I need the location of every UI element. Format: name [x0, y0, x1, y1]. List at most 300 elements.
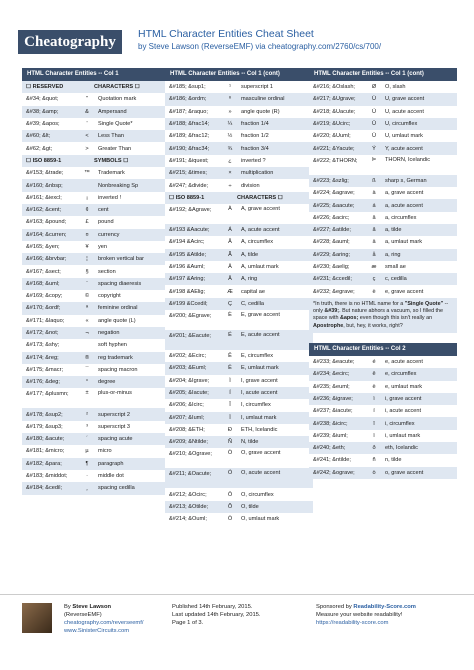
table-row	[165, 106, 313, 118]
entity-description: plus-or-minus	[98, 390, 132, 397]
entity-glyph: ã	[372, 227, 376, 234]
entity-glyph: Á	[228, 227, 232, 234]
table-header-symbols	[22, 155, 170, 167]
entity-description: a, circumflex	[385, 214, 417, 221]
entity-code: &#218; &Uacute;	[313, 108, 356, 115]
table-row	[22, 93, 170, 105]
entity-glyph: ®	[84, 354, 90, 361]
entity-glyph: ¸	[86, 485, 88, 492]
header-cell: ☐ ISO 8859-1	[169, 194, 205, 201]
entity-glyph: µ	[85, 448, 89, 455]
table-row	[309, 155, 457, 175]
entity-glyph: Õ	[227, 503, 233, 510]
entity-code: &#153; &trade;	[26, 170, 64, 177]
entity-glyph: è	[372, 288, 376, 295]
entity-glyph: °	[85, 379, 89, 386]
table-row	[309, 130, 457, 142]
table-row	[165, 362, 313, 374]
entity-glyph: ²	[86, 411, 88, 418]
entity-glyph: â	[372, 214, 376, 221]
entity-code: &#205; &Iacute;	[169, 390, 209, 397]
entity-glyph: Â	[228, 239, 232, 246]
entity-glyph: ÷	[228, 182, 232, 189]
entity-code: &#242; &ograve;	[313, 469, 355, 476]
entity-code: &#160; &nbsp;	[26, 182, 63, 189]
table-row	[165, 167, 313, 179]
entity-description: reg trademark	[98, 354, 133, 361]
entity-code: &#201; &Eacute;	[169, 333, 211, 340]
entity-glyph: é	[372, 359, 376, 366]
entity-code: &#167; &sect;	[26, 268, 61, 275]
entity-glyph: ¡	[86, 194, 88, 201]
table-row	[165, 468, 313, 488]
table-row	[22, 445, 170, 457]
entity-description: Single Quote*	[98, 121, 133, 128]
entity-code: &#185; &sup1;	[169, 84, 206, 91]
entity-glyph: ¼	[227, 121, 233, 128]
entity-description: A, ring	[241, 276, 258, 283]
entity-description: e, grave accent	[385, 288, 424, 295]
entity-description: U, umlaut mark	[385, 133, 423, 140]
entity-glyph: ª	[85, 305, 89, 312]
entity-glyph: ´	[86, 436, 88, 443]
entity-glyph: ¿	[228, 157, 232, 164]
table-row	[22, 421, 170, 433]
sheet-url-link[interactable]: cheatography.com/2760/cs/700/	[267, 42, 382, 51]
entity-description: E, umlaut mark	[241, 365, 279, 372]
author-website-link[interactable]: www.SinisterCircuits.com	[64, 628, 130, 634]
entity-description: a, acute accent	[385, 202, 423, 209]
entity-description: multiplication	[241, 170, 274, 177]
entity-glyph: ò	[372, 469, 376, 476]
table-row	[22, 364, 170, 376]
table-row	[22, 118, 170, 130]
table-row	[22, 229, 170, 241]
table-row	[309, 81, 457, 93]
entity-glyph: å	[372, 251, 376, 258]
table-row	[309, 405, 457, 417]
table-row	[165, 448, 313, 468]
entity-code: &#195 &Atilde;	[169, 251, 207, 258]
table-row	[22, 470, 170, 482]
table-row	[22, 192, 170, 204]
table-row	[165, 330, 313, 350]
entity-description: n, tilde	[385, 457, 402, 464]
entity-code: &#211; &Oacute;	[169, 471, 212, 478]
table-row	[165, 118, 313, 130]
entity-description: THORN, Icelandic	[385, 156, 431, 163]
entity-code: &#237; &iacute;	[313, 408, 353, 415]
entity-code: &#231; &ccedil;	[313, 276, 352, 283]
entity-code: &#39; &apos;	[26, 121, 60, 128]
entity-description: Nonbreaking Sp	[98, 182, 139, 189]
sponsor-url-link[interactable]: https://readability-score.com	[316, 620, 389, 626]
table-row	[22, 315, 170, 327]
entity-description: I, circumflex	[241, 402, 271, 409]
entity-code: &#229; &aring;	[313, 251, 351, 258]
entity-code: &#173; &shy;	[26, 342, 60, 349]
table-row	[22, 241, 170, 253]
entity-code: &#196 &Auml;	[169, 264, 205, 270]
entity-description: Less Than	[98, 133, 125, 140]
table-row	[165, 387, 313, 399]
table-row	[165, 130, 313, 142]
entity-description: A, umlaut mark	[241, 264, 279, 270]
table-row	[22, 106, 170, 118]
table-row	[165, 412, 313, 424]
entity-description: Quotation mark	[98, 96, 137, 103]
entity-code: &#241; &ntilde;	[313, 457, 351, 464]
entity-glyph: È	[228, 312, 232, 319]
table-row	[165, 285, 313, 297]
entity-description: a, grave accent	[385, 190, 424, 197]
table-row	[22, 290, 170, 302]
entity-glyph: ð	[372, 445, 376, 452]
table-row	[309, 261, 457, 273]
byline	[138, 42, 381, 51]
entity-code: &#222; &THORN;	[313, 157, 358, 164]
entity-description: fraction 3/4	[241, 145, 269, 152]
table-row	[165, 261, 313, 273]
entity-description: A, tilde	[241, 251, 259, 258]
entity-code: &#62; &gt;	[26, 145, 53, 152]
table-row	[165, 399, 313, 411]
table-row	[165, 513, 313, 525]
entity-glyph: ñ	[372, 457, 376, 464]
entity-code: &#225; &aacute;	[313, 202, 355, 209]
entity-description: superscript 2	[98, 411, 131, 418]
entity-description: eth, Icelandic	[385, 445, 418, 452]
table-row	[309, 249, 457, 261]
table-row	[22, 142, 170, 154]
author-profile-link[interactable]: cheatography.com/reverseemf/	[64, 620, 144, 626]
entity-code: &#187; &raquo;	[169, 108, 208, 115]
entity-code: &#203; &Euml;	[169, 365, 207, 372]
table-row	[22, 265, 170, 277]
entity-glyph: Ê	[228, 353, 232, 360]
entity-code: &#226; &acirc;	[313, 214, 350, 221]
entity-description: I, grave accent	[241, 377, 278, 384]
table-row	[22, 433, 170, 445]
entity-code: &#223; &szlig;	[313, 177, 349, 184]
header-cell: ☐ RESERVED	[26, 84, 64, 91]
table-row	[165, 273, 313, 285]
entity-glyph: ©	[84, 293, 90, 300]
entity-description: ETH, Icelandic	[241, 426, 278, 433]
entity-glyph: î	[373, 420, 375, 427]
entity-code: &#204; &Igrave;	[169, 377, 210, 384]
entity-glyph: æ	[371, 264, 377, 270]
table-header-characters	[165, 192, 313, 204]
table-row	[309, 118, 457, 130]
entity-description: A, grave accent	[241, 205, 280, 212]
entity-description: O, umlaut mark	[241, 516, 280, 523]
table-header-reserved	[22, 81, 170, 93]
entity-description: C, cedilla	[241, 300, 265, 307]
table-row	[309, 273, 457, 285]
entity-glyph: Ü	[371, 133, 377, 140]
entity-glyph: Ò	[227, 450, 233, 457]
entity-code: &#228; &auml;	[313, 239, 350, 246]
column-2	[165, 68, 313, 525]
entity-code: &#170; &ordf;	[26, 305, 61, 312]
entity-code: &#180; &acute;	[26, 436, 65, 443]
entity-code: &#179; &sup3;	[26, 423, 63, 430]
entity-code: &#240; &eth;	[313, 445, 346, 452]
table-row	[309, 442, 457, 454]
entity-description: A, circumflex	[241, 239, 274, 246]
table-row	[22, 458, 170, 470]
entity-description: section	[98, 268, 116, 275]
entity-code: &#234; &ecirc;	[313, 371, 350, 378]
entity-code: &#163; &pound;	[26, 219, 67, 226]
entity-description: capital ae	[241, 288, 265, 295]
entity-code: &#38; &amp;	[26, 108, 59, 115]
table-row	[22, 327, 170, 339]
entity-description: E, circumflex	[241, 353, 274, 360]
table-row	[309, 142, 457, 154]
entity-code: &#235; &euml;	[313, 383, 350, 390]
entity-description: spacing acute	[98, 436, 133, 443]
entity-glyph: <	[85, 133, 89, 140]
entity-glyph: '	[86, 121, 88, 128]
entity-description: O, tilde	[241, 503, 259, 510]
entity-code: &#181; &micro;	[26, 448, 65, 455]
entity-description: spacing macron	[98, 366, 138, 373]
entity-glyph: >	[85, 145, 89, 152]
entity-code: &#165; &yen;	[26, 244, 60, 250]
entity-description: angle quote (L)	[98, 317, 136, 324]
table-row	[309, 368, 457, 380]
entity-code: &#236; &igrave;	[313, 395, 353, 402]
symbols-table-cont	[165, 81, 313, 192]
entity-description: U, acute accent	[385, 108, 424, 115]
page-number: Page 1 of 3.	[172, 620, 204, 626]
byline-prefix: by	[138, 42, 149, 51]
entity-glyph: ¢	[85, 207, 89, 214]
table-row	[165, 236, 313, 248]
header-cell: CHARACTERS ☐	[94, 84, 140, 91]
entity-code: &#171; &laquo;	[26, 317, 65, 324]
table-row	[309, 106, 457, 118]
entity-glyph: á	[372, 202, 376, 209]
entity-glyph: Ø	[371, 84, 377, 91]
table-row	[309, 393, 457, 405]
table-row	[309, 417, 457, 429]
table-row	[165, 224, 313, 236]
entity-code: &#194 &Acirc;	[169, 239, 205, 246]
entity-code: &#210; &Ograve;	[169, 451, 212, 458]
table-row	[309, 199, 457, 211]
entity-description: angle quote (R)	[241, 108, 280, 115]
section-title-col2: HTML Character Entities -- Col 2	[309, 343, 457, 356]
entity-description: paragraph	[98, 460, 124, 467]
entity-description: i, grave accent	[385, 395, 422, 402]
entity-description: O, grave accent	[241, 450, 281, 457]
entity-glyph: à	[372, 190, 376, 197]
table-row	[22, 278, 170, 290]
entity-glyph: Ô	[227, 491, 233, 498]
header-cell: SYMBOLS ☐	[94, 157, 129, 164]
table-row	[22, 352, 170, 364]
table-row	[309, 93, 457, 105]
single-quote-note: *In truth, there is no HTML name for a "Single Quote" -- only &#39;. But nature abhors a vacuum, so I filled the space with &apos; even though this isn't really an Apostrophe, but, hey, it works, right?	[309, 298, 457, 333]
table-row	[165, 436, 313, 448]
table-row	[22, 253, 170, 265]
entity-glyph: ¦	[86, 256, 88, 263]
entity-description: O, slash	[385, 84, 406, 91]
entity-glyph: Ú	[371, 108, 377, 115]
table-row	[309, 430, 457, 442]
entity-code: &#192; &Agrave;	[169, 206, 212, 213]
entity-code: &#202; &Ecirc;	[169, 353, 206, 360]
entity-glyph: Ö	[227, 516, 233, 523]
table-row	[165, 488, 313, 500]
characters-table-cont	[309, 81, 457, 298]
entity-code: &#208; &ETH;	[169, 426, 205, 433]
entity-code: &#216; &Oslash;	[313, 84, 355, 91]
entity-description: small ae	[385, 264, 406, 270]
entity-code: &#214; &Ouml;	[169, 516, 207, 523]
table-row	[165, 142, 313, 154]
table-row	[309, 381, 457, 393]
entity-description: Ampersand	[98, 108, 127, 115]
published-date: Published 14th February, 2015.	[172, 604, 253, 610]
section-title: HTML Character Entities -- Col 1 (cont)	[309, 68, 457, 81]
entity-glyph: º	[228, 96, 232, 103]
table-row	[22, 376, 170, 388]
entity-glyph: ¹	[229, 84, 231, 91]
entity-glyph: Ä	[228, 264, 232, 270]
entity-description: Greater Than	[98, 145, 132, 152]
entity-description: fraction 1/2	[241, 133, 269, 140]
entity-description: U, grave accent	[385, 96, 425, 103]
entity-description: Trademark	[98, 170, 125, 177]
column-1	[22, 68, 170, 495]
entity-code: &#164; &curren;	[26, 231, 67, 238]
column-3	[309, 68, 457, 479]
entity-glyph: ·	[86, 473, 88, 480]
entity-code: &#233; &eacute;	[313, 359, 355, 366]
entity-code: &#188; &frac14;	[169, 121, 210, 128]
table-row	[165, 93, 313, 105]
entity-glyph: É	[228, 332, 232, 339]
entity-glyph: ±	[85, 390, 89, 397]
entity-glyph: Ï	[229, 414, 231, 421]
entity-glyph: Ã	[228, 251, 232, 258]
footer-dates	[172, 603, 261, 627]
entity-glyph: ï	[373, 432, 375, 439]
entity-code: &#168; &uml;	[26, 280, 60, 287]
entity-glyph: ×	[228, 170, 232, 177]
entity-code: &#197 &Aring;	[169, 276, 206, 283]
entity-description: superscript 1	[241, 84, 274, 91]
entity-description: spacing cedilla	[98, 485, 135, 492]
table-row	[165, 375, 313, 387]
table-row	[165, 249, 313, 261]
entity-description: superscript 3	[98, 423, 131, 430]
footer-author: By Steve Lawson (ReverseEMF) cheatography.com/reverseemf/ www.SinisterCircuits.com	[64, 604, 144, 634]
table-row	[22, 388, 170, 408]
author-link[interactable]: Steve Lawson (ReverseEMF)	[148, 42, 254, 51]
table-row	[165, 424, 313, 436]
entity-description: sharp s, German	[385, 177, 427, 184]
col2-characters-table	[309, 356, 457, 479]
author-name: Steve Lawson	[72, 604, 112, 610]
entity-description: O, acute accent	[241, 470, 281, 477]
entity-code: &#224; &agrave;	[313, 190, 355, 197]
entity-description: feminine ordinal	[98, 305, 138, 312]
sponsor-link[interactable]: Readability-Score.com	[353, 604, 416, 610]
header	[0, 0, 474, 62]
entity-glyph: ¥	[85, 244, 89, 250]
entity-glyph: ¯	[85, 366, 89, 373]
entity-description: yen	[98, 244, 108, 250]
entity-glyph: Í	[229, 390, 231, 397]
entity-glyph: &	[85, 108, 89, 115]
entity-code: &#191; &iquest;	[169, 157, 209, 164]
entity-code: &#215; &times;	[169, 170, 207, 177]
entity-code: &#206; &Icirc;	[169, 402, 204, 409]
entity-description: a, umlaut mark	[385, 239, 422, 246]
entity-description: a, tilde	[385, 227, 402, 234]
page-title: HTML Character Entities Cheat Sheet	[138, 28, 314, 40]
entity-code: &#60; &lt;	[26, 133, 51, 140]
byline-via: via	[253, 42, 268, 51]
entity-glyph: ³	[86, 423, 88, 430]
entity-code: &#178; &sup2;	[26, 411, 63, 418]
entity-code: &#200; &Egrave;	[169, 313, 212, 320]
entity-glyph: ¬	[85, 330, 89, 337]
entity-description: e, umlaut mark	[385, 383, 422, 390]
entity-glyph: ë	[372, 383, 376, 390]
entity-code: &#162; &cent;	[26, 207, 62, 214]
entity-code: &#189; &frac12;	[169, 133, 210, 140]
entity-glyph: ½	[227, 133, 233, 140]
sponsor-tagline: Measure your website readability!	[316, 612, 403, 618]
entity-code: &#199 &Ccedil;	[169, 300, 208, 307]
entity-description: copyright	[98, 293, 121, 300]
entity-code: &#230; &aelig;	[313, 264, 350, 270]
entity-glyph: ™	[84, 170, 90, 177]
cheatography-logo[interactable]: Cheatography	[18, 30, 122, 54]
entity-glyph: Ì	[229, 377, 231, 384]
table-row	[165, 298, 313, 310]
table-row	[22, 167, 170, 179]
table-row	[165, 310, 313, 330]
table-row	[165, 179, 313, 191]
entity-glyph: ç	[372, 276, 376, 283]
table-row	[309, 187, 457, 199]
table-row	[165, 81, 313, 93]
entity-code: &#198 &AElig;	[169, 288, 206, 295]
section-title: HTML Character Entities -- Col 1	[22, 68, 170, 81]
entity-glyph: Ë	[228, 365, 232, 372]
entity-code: &#227; &atilde;	[313, 227, 351, 234]
entity-description: i, circumflex	[385, 420, 415, 427]
entity-glyph: À	[228, 205, 232, 212]
entity-glyph: ¤	[85, 231, 89, 238]
entity-code: &#190; &frac34;	[169, 145, 210, 152]
entity-code: &#169; &copy;	[26, 293, 63, 300]
table-row	[309, 175, 457, 187]
entity-glyph: ¶	[85, 460, 89, 467]
entity-code: &#184; &cedil;	[26, 485, 63, 492]
entity-code: &#175; &macr;	[26, 366, 63, 373]
entity-description: A, acute accent	[241, 227, 280, 234]
table-row	[22, 482, 170, 494]
entity-description: fraction 1/4	[241, 121, 269, 128]
